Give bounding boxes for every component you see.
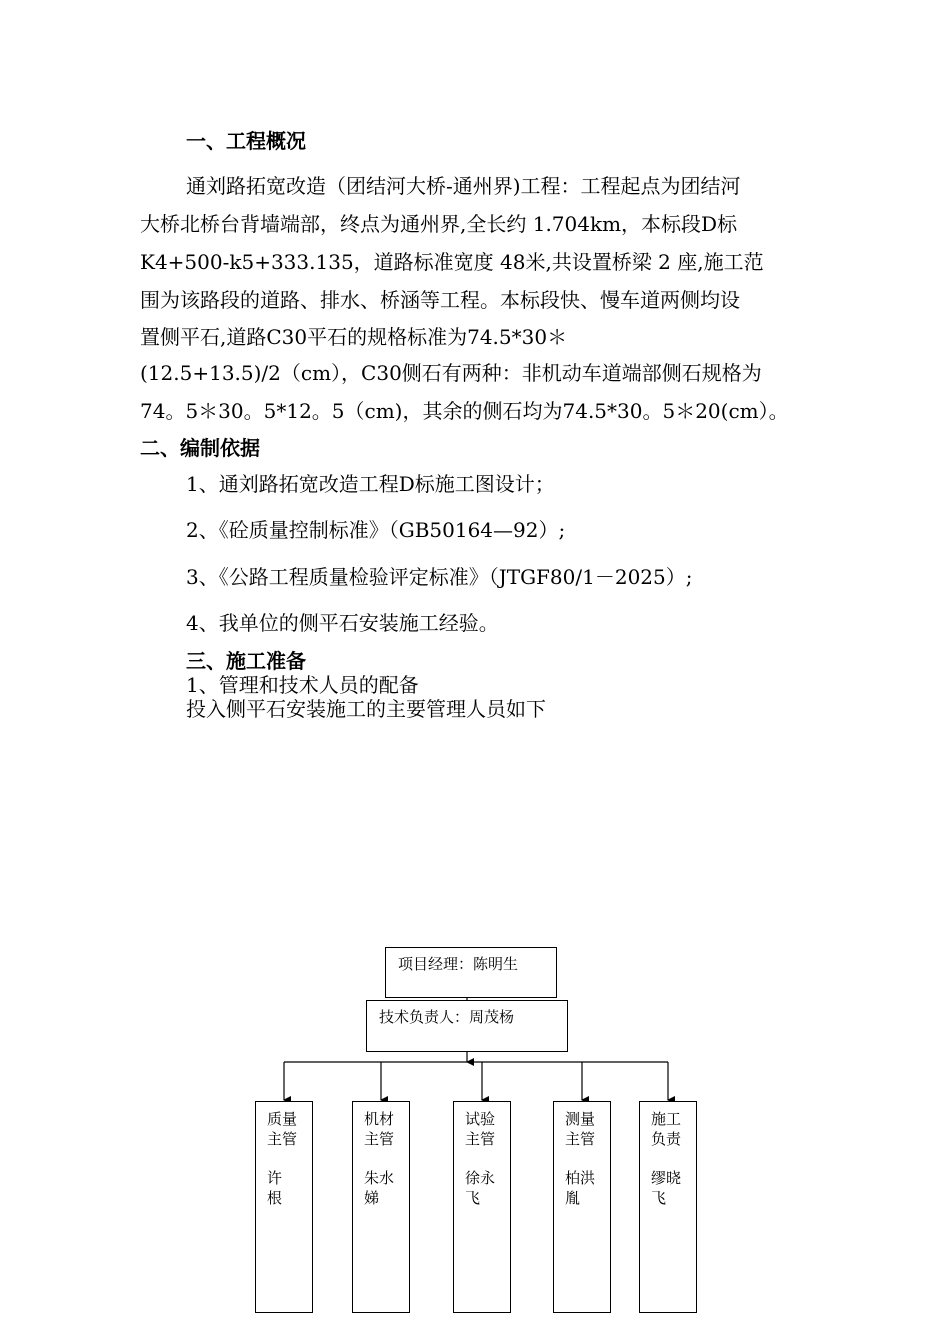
paragraph-line: 置侧平石,道路C30平石的规格标准为74.5*30＊ — [140, 325, 568, 349]
section3-heading: 三、施工准备 — [186, 649, 306, 673]
paragraph-line: 围为该路段的道路、排水、桥涵等工程。本标段快、慢车道两侧均设 — [140, 288, 740, 312]
member-box-testing — [453, 1101, 511, 1313]
section3-subheading: 1、管理和技术人员的配备 — [186, 673, 419, 697]
project-manager-label: 项目经理：陈明生 — [398, 955, 519, 973]
technical-lead-box — [366, 1000, 568, 1052]
section3-intro: 投入侧平石安装施工的主要管理人员如下 — [186, 697, 546, 721]
member-name: 许 根 — [267, 1169, 283, 1207]
paragraph-line: 通刘路拓宽改造（团结河大桥-通州界)工程：工程起点为团结河 — [186, 174, 741, 198]
member-name: 徐永 飞 — [465, 1169, 496, 1207]
member-box-construction — [639, 1101, 697, 1313]
member-box-materials — [352, 1101, 410, 1313]
member-role: 质量 主管 — [267, 1110, 298, 1148]
reference-item: 2、《砼质量控制标准》（GB50164—92）; — [186, 518, 566, 542]
section2-heading: 二、编制依据 — [140, 436, 260, 460]
member-name: 缪晓 飞 — [651, 1169, 682, 1207]
paragraph-line: 74。5＊30。5*12。5（cm)，其余的侧石均为74.5*30。5＊20(cm）。 — [140, 399, 789, 423]
reference-item: 3、《公路工程质量检验评定标准》（JTGF80/1－2025）; — [186, 565, 693, 589]
member-role: 测量 主管 — [565, 1110, 596, 1148]
member-role: 试验 主管 — [465, 1110, 496, 1148]
paragraph-line: 大桥北桥台背墙端部，终点为通州界,全长约 1.704km，本标段D标 — [140, 212, 738, 236]
member-box-quality — [255, 1101, 313, 1313]
member-name: 柏洪 胤 — [565, 1169, 596, 1207]
member-role: 机材 主管 — [364, 1110, 395, 1148]
member-box-survey — [553, 1101, 611, 1313]
project-manager-box — [385, 947, 557, 998]
section1-heading: 一、工程概况 — [186, 129, 306, 153]
technical-lead-label: 技术负责人：周茂杨 — [379, 1008, 515, 1026]
member-role: 施工 负责 — [651, 1110, 682, 1148]
paragraph-line: K4+500-k5+333.135，道路标准宽度 48米,共设置桥梁 2 座,施工范 — [140, 250, 764, 274]
reference-item: 1、通刘路拓宽改造工程D标施工图设计； — [186, 472, 555, 496]
member-name: 朱水 娣 — [364, 1169, 395, 1207]
paragraph-line: (12.5+13.5)/2（cm），C30侧石有两种：非机动车道端部侧石规格为 — [140, 361, 762, 385]
reference-item: 4、我单位的侧平石安装施工经验。 — [186, 611, 499, 635]
